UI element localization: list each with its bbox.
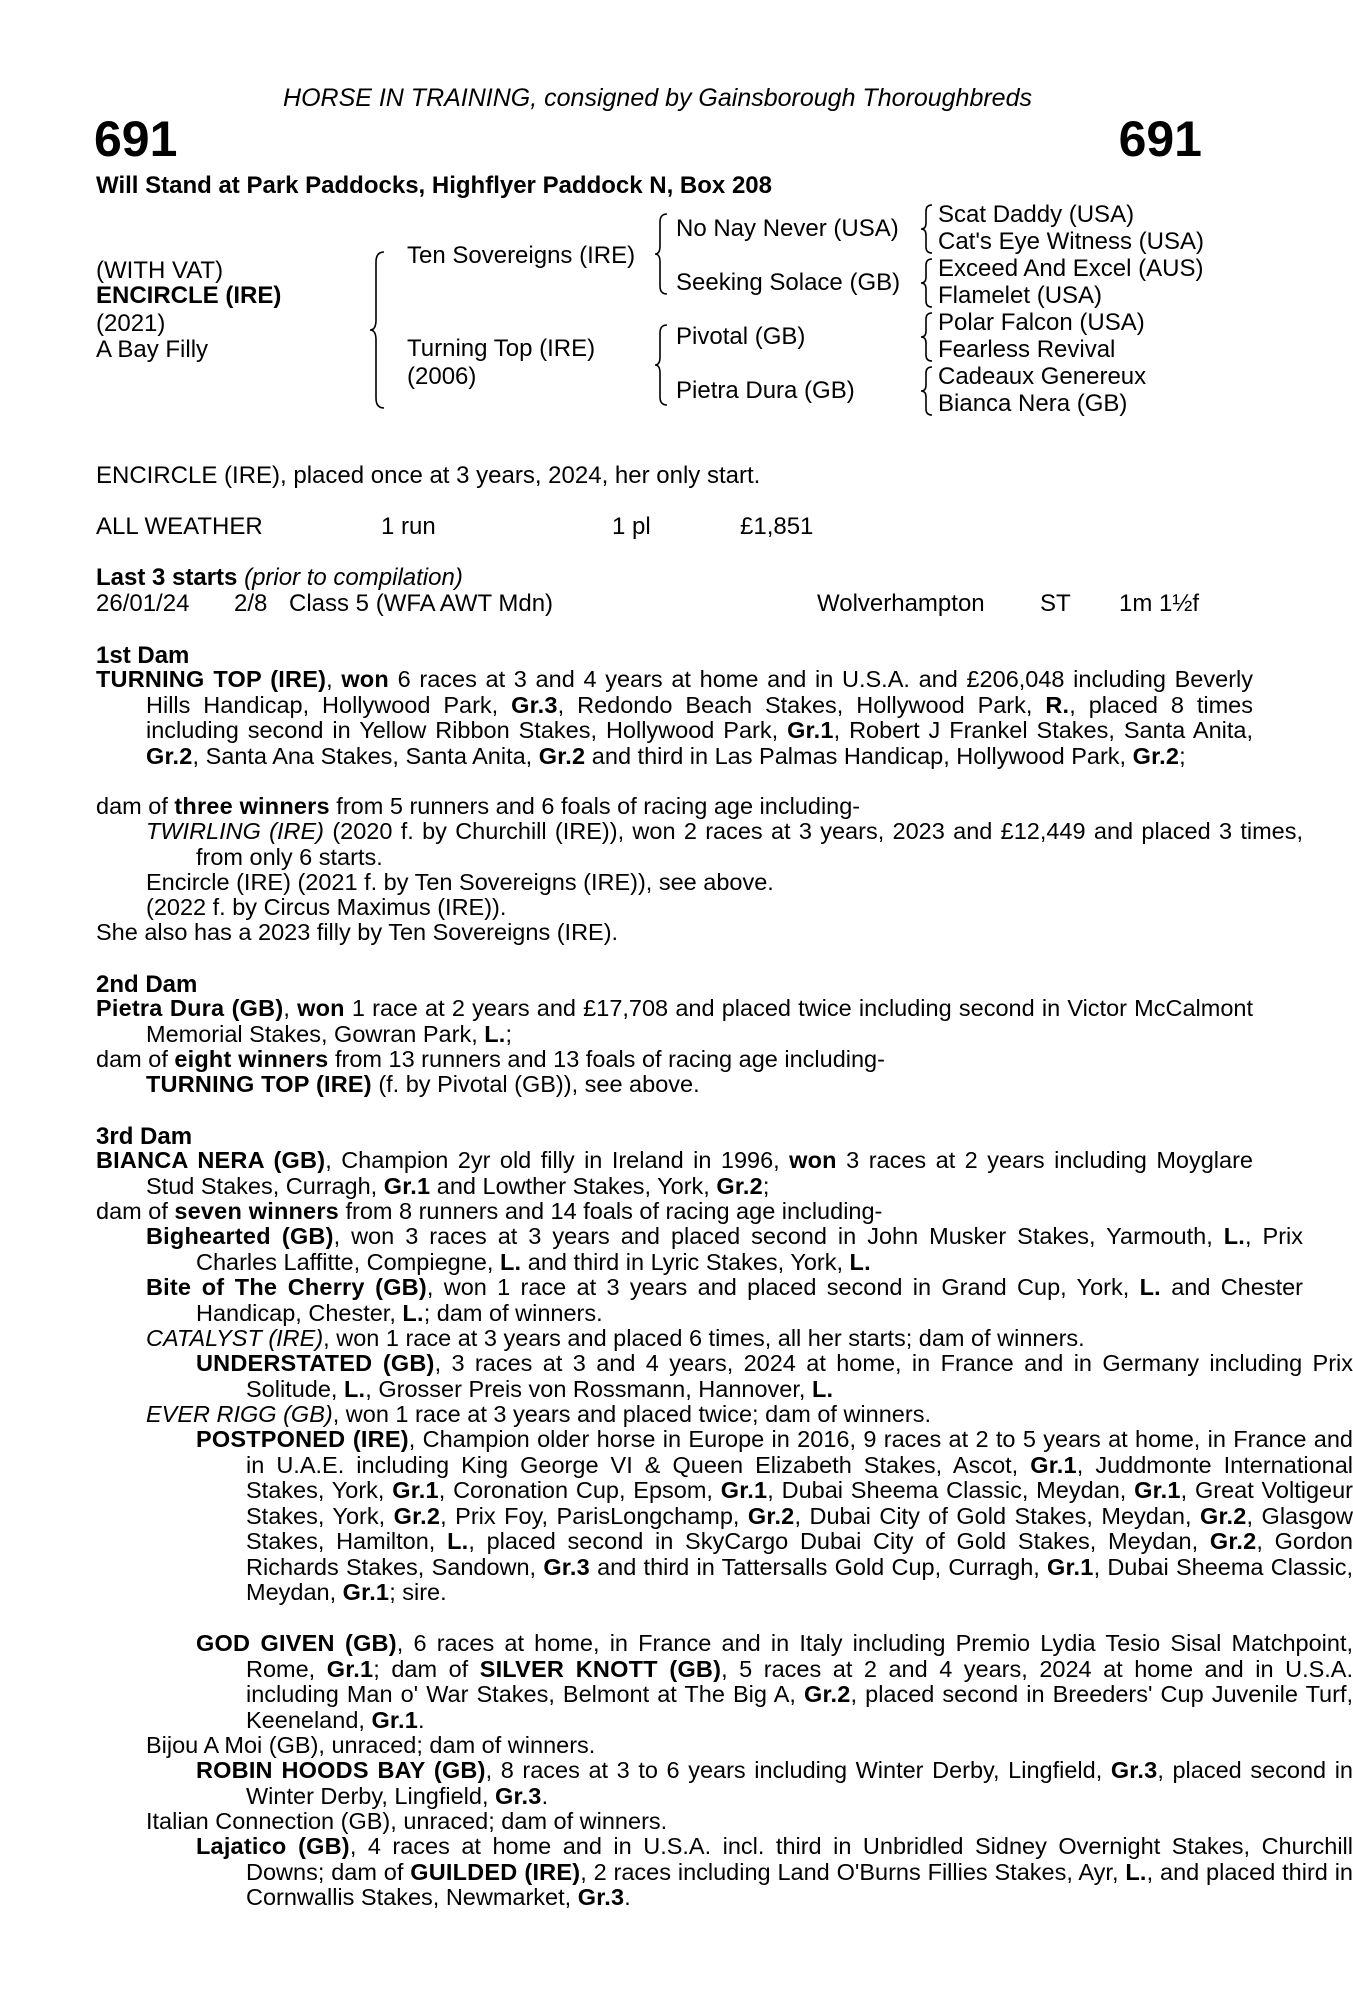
text: , and placed third in Cornwallis Stakes, Newmarket, (246, 1858, 1353, 1910)
grade-label: Gr.3 (577, 1884, 625, 1910)
produce-encircle: Encircle (IRE) (2021 f. by Ten Sovereigns (IRE)), see above. (146, 869, 774, 895)
grade-label: Gr.1 (1030, 1451, 1077, 1478)
text: , Prix Charles Laffitte, Compiegne, (196, 1223, 1303, 1275)
produce-postponed (96, 1427, 1353, 1606)
grade-label: Gr.1 (342, 1579, 390, 1605)
text: , Great Voltigeur Stakes, York, (246, 1477, 1353, 1529)
pedigree-brace-dam (655, 323, 669, 407)
gen3-8: Bianca Nera (GB) (938, 390, 1128, 417)
dam3-name: BIANCA NERA (GB) (96, 1147, 326, 1173)
record-surface: ALL WEATHER (96, 513, 263, 540)
grade-label: Gr.3 (495, 1782, 542, 1809)
text: from 8 runners and 14 foals of racing age including- (338, 1198, 883, 1224)
produce-2022: (2022 f. by Circus Maximus (IRE)). (146, 894, 507, 920)
text: dam of (96, 1198, 175, 1224)
start-distance: 1m 1½f (1119, 590, 1200, 617)
text: , Dubai Sheema Classic, Meydan, (246, 1553, 1353, 1605)
gen3-1: Scat Daddy (USA) (938, 201, 1135, 228)
text: dam of (96, 793, 175, 819)
lot-number-right: 691 (1118, 111, 1202, 167)
race-summary: ENCIRCLE (IRE), placed once at 3 years, 2024, her only start. (96, 462, 761, 489)
horse-name: GUILDED (IRE) (410, 1858, 581, 1885)
text: ; dam of winners. (423, 1299, 603, 1326)
horse-description: A Bay Filly (96, 336, 209, 363)
stand-location: Will Stand at Park Paddocks, Highflyer Paddock N, Box 208 (96, 172, 772, 199)
sire-name: Ten Sovereigns (IRE) (407, 242, 636, 269)
grade-label: Gr.1 (720, 1477, 768, 1503)
vat-note: (WITH VAT) (96, 257, 224, 284)
sire-sire: No Nay Never (USA) (676, 215, 899, 242)
grade-label: Gr.2 (1209, 1528, 1257, 1554)
horse-name: Bite of The Cherry (GB) (146, 1274, 427, 1300)
text: , Dubai City of Gold Stakes, Meydan, (794, 1502, 1200, 1529)
dam1-name: TURNING TOP (IRE) (96, 666, 327, 692)
dam3-produce-intro (96, 1199, 1203, 1225)
grade-label: Gr.2 (538, 742, 586, 769)
produce-ever-rigg (96, 1402, 1253, 1428)
grade-label: Gr.2 (747, 1502, 795, 1529)
grade-label: Gr.3 (1110, 1757, 1158, 1783)
gen3-7: Cadeaux Genereux (938, 363, 1147, 390)
horse-name: Bighearted (GB) (146, 1223, 334, 1249)
horse-name: GOD GIVEN (GB) (196, 1630, 397, 1656)
grade-label: Gr.2 (146, 742, 193, 769)
grade-label: L. (1125, 1858, 1147, 1885)
last-starts-note: (prior to compilation) (244, 564, 463, 591)
text: 3 races at 2 years including Moyglare Stud Stakes, Curragh, (146, 1147, 1253, 1199)
horse-name: TWIRLING (IRE) (146, 818, 325, 844)
grade-label: L. (447, 1528, 469, 1554)
grade-label: L. (343, 1375, 366, 1402)
grade-label: L. (1223, 1223, 1246, 1249)
text: . (541, 1782, 549, 1809)
dam3-won: won (789, 1147, 837, 1173)
winners-count: seven winners (174, 1198, 339, 1224)
text: from 13 runners and 13 foals of racing age including- (328, 1046, 885, 1072)
produce-catalyst (96, 1326, 1253, 1352)
horse-name: CATALYST (IRE) (146, 1325, 324, 1351)
grade-label: Gr.1 (371, 1706, 418, 1733)
text: , 2 races including Land O'Burns Fillies Stakes, Ayr, (580, 1858, 1126, 1885)
text: and third in Lyric Stakes, York, (521, 1248, 850, 1275)
grade-label: L. (484, 1020, 506, 1047)
text: from 5 runners and 6 foals of racing age including- (329, 793, 861, 819)
grade-label: Gr.2 (804, 1681, 851, 1707)
text: , Grosser Preis von Rossmann, Hannover, (365, 1375, 812, 1402)
horse-year: (2021) (96, 310, 166, 337)
start-position: 2/8 (234, 590, 268, 617)
text: , 4 races at home and in U.S.A. incl. third in Unbridled Sidney Overnight Stakes, Churchill Downs; dam of (246, 1833, 1353, 1885)
text: ; dam of (373, 1655, 480, 1682)
dam1-won: won (341, 666, 389, 692)
text: and Lowther Stakes, York, (430, 1172, 717, 1199)
grade-label: L. (1139, 1274, 1161, 1300)
grade-label: Gr.3 (511, 691, 558, 718)
horse-name: POSTPONED (IRE) (196, 1426, 409, 1452)
dam1-text: 6 races at 3 and 4 years at home and in U.S.A. and £206,048 including Beverly Hills Handicap, Hollywood Park, (146, 666, 1253, 718)
produce-bijou: Bijou A Moi (GB), unraced; dam of winners. (146, 1732, 596, 1758)
produce-italian-connection: Italian Connection (GB), unraced; dam of winners. (146, 1808, 668, 1834)
grade-label: Gr.1 (1134, 1477, 1181, 1503)
grade-label: Gr.1 (787, 717, 834, 743)
text: , 8 races at 3 to 6 years including Winter Derby, Lingfield, (485, 1757, 1111, 1783)
grade-label: Gr.1 (326, 1655, 374, 1682)
produce-bite-of-the-cherry (96, 1275, 1303, 1326)
last-starts-heading (96, 565, 463, 590)
dam1-text: , Redondo Beach Stakes, Hollywood Park, (557, 691, 1046, 718)
grade-label: Gr.2 (1200, 1502, 1247, 1529)
text: , won 1 race at 3 years and placed twice; dam of winners. (332, 1401, 931, 1427)
gen3-5: Polar Falcon (USA) (938, 309, 1145, 336)
pedigree-brace-g3 (922, 311, 934, 363)
grade-label: Gr.1 (383, 1172, 431, 1199)
dam-dam: Pietra Dura (GB) (676, 377, 855, 404)
text: . (417, 1706, 425, 1733)
text: (f. by Pivotal (GB)), see above. (371, 1071, 700, 1097)
record-runs: 1 run (381, 513, 436, 540)
text: , won 3 races at 3 years and placed second in John Musker Stakes, Yarmouth, (333, 1223, 1224, 1249)
text: and third in Tattersalls Gold Cup, Curragh, (589, 1553, 1048, 1580)
text: , 3 races at 3 and 4 years, 2024 at home, in France and in Germany including Prix Solitude, (246, 1350, 1353, 1402)
dam1-paragraph: TURNING TOP (IRE), won 6 races at 3 and 4 years at home and in U.S.A. and £206,048 including Beverly Hills Handicap, Hollywood Park, Gr.3, Redondo Beach Stakes, Hollywood Park, R., placed 8 times including second in Yellow Ribbon Stakes, Hollywood Park, Gr.1, Robert J Frankel Stakes, Santa Anita, Gr.2, Santa Ana Stakes, Santa Anita, Gr.2 and third in Las Palmas Handicap, Hollywood Park, Gr.2; (96, 666, 1253, 769)
horse-name: TURNING TOP (IRE) (146, 1071, 372, 1097)
text: . (624, 1884, 631, 1910)
text: , Gordon Richards Stakes, Sandown, (246, 1528, 1353, 1580)
dam1-text: , Santa Ana Stakes, Santa Anita, (192, 742, 539, 769)
horse-name: ROBIN HOODS BAY (GB) (196, 1757, 486, 1783)
produce-robin-hoods-bay (96, 1758, 1353, 1809)
text: , won 1 race at 3 years and placed 6 times, all her starts; dam of winners. (323, 1325, 1085, 1351)
horse-name: Lajatico (GB) (196, 1833, 350, 1859)
dam2-name: Pietra Dura (GB) (96, 995, 284, 1021)
text: , Prix Foy, ParisLongchamp, (440, 1502, 748, 1529)
pedigree-brace-main (372, 250, 386, 410)
horse-name: EVER RIGG (GB) (146, 1401, 333, 1427)
last-starts-title: Last 3 starts (96, 564, 238, 591)
pedigree-brace-g2 (922, 257, 934, 309)
text: , 6 races at home, in France and in Italy including Premio Lydia Tesio Sisal Matchpoint, Rome, (246, 1630, 1353, 1682)
dam1-heading: 1st Dam (96, 642, 190, 669)
grade-label: Gr.2 (716, 1172, 763, 1199)
text: , Champion 2yr old filly in Ireland in 1996, (325, 1147, 790, 1173)
dam1-text: , placed 8 times including second in Yellow Ribbon Stakes, Hollywood Park, (146, 691, 1253, 743)
grade-label: R. (1045, 691, 1070, 718)
text: (2020 f. by Churchill (IRE)), won 2 races at 3 years, 2023 and £12,449 and placed 3 times, from only 6 starts. (196, 818, 1303, 870)
grade-label: Gr.1 (1047, 1553, 1094, 1580)
start-race: Class 5 (WFA AWT Mdn) (289, 590, 554, 617)
dam1-text: , Robert J Frankel Stakes, Santa Anita, (833, 717, 1253, 743)
text: , placed second in Breeders' Cup Juvenile Turf, Keeneland, (246, 1681, 1353, 1733)
produce-twirling (96, 819, 1303, 870)
text: , Coronation Cup, Epsom, (438, 1477, 721, 1503)
text: dam of (96, 1046, 175, 1072)
dam1-also: She also has a 2023 filly by Ten Sovereigns (IRE). (96, 919, 619, 945)
dam3-paragraph (96, 1148, 1253, 1199)
pedigree-brace-g1 (922, 203, 934, 255)
horse-name: SILVER KNOTT (GB) (479, 1655, 722, 1682)
produce-bighearted (96, 1224, 1303, 1275)
produce-turning-top (96, 1072, 1253, 1098)
winners-count: three winners (174, 793, 330, 819)
text: , placed second in Winter Derby, Lingfield, (246, 1757, 1353, 1809)
dam2-paragraph: Pietra Dura (GB), won 1 race at 2 years and £17,708 and placed twice including second in Victor McCalmont Memorial Stakes, Gowran Park, L.; (96, 995, 1254, 1047)
pedigree-brace-g4 (922, 365, 934, 417)
grade-label: Gr.2 (393, 1502, 441, 1529)
dam-year: (2006) (407, 363, 477, 390)
text: , Glasgow Stakes, Hamilton, (246, 1502, 1353, 1554)
text: ; sire. (389, 1579, 447, 1605)
text: and Chester Handicap, Chester, (196, 1274, 1303, 1326)
grade-label: Gr.1 (392, 1477, 439, 1503)
text: , won 1 race at 3 years and placed second in Grand Cup, York, (426, 1274, 1140, 1300)
pedigree-brace-sire (655, 212, 669, 296)
text: ; (505, 1020, 513, 1047)
dam2-heading: 2nd Dam (96, 971, 198, 998)
start-date: 26/01/24 (96, 590, 190, 617)
horse-name: ENCIRCLE (IRE) (96, 282, 282, 309)
gen3-2: Cat's Eye Witness (USA) (938, 228, 1204, 255)
produce-lajatico (96, 1834, 1353, 1911)
grade-label: L. (499, 1248, 522, 1275)
dam1-text: ; (1179, 742, 1186, 769)
start-going: ST (1040, 590, 1071, 617)
grade-label: Gr.2 (1132, 742, 1180, 769)
dam2-produce-intro (96, 1047, 1203, 1073)
dam-sire: Pivotal (GB) (676, 323, 806, 350)
dam2-won: won (297, 995, 345, 1021)
text: , 5 races at 2 and 4 years, 2024 at home and in U.S.A. including Man o' War Stakes, Belmont at The Big A, (246, 1655, 1353, 1707)
text: , Champion older horse in Europe in 2016, 9 races at 2 to 5 years at home, in France and in U.A.E. including King George VI & Queen Elizabeth Stakes, Ascot, (246, 1426, 1353, 1478)
produce-god-given (96, 1631, 1353, 1733)
text: 1 race at 2 years and £17,708 and placed twice including second in Victor McCalmont Memorial Stakes, Gowran Park, (146, 995, 1254, 1047)
produce-understated (96, 1351, 1353, 1402)
dam-name: Turning Top (IRE) (407, 335, 596, 362)
record-places: 1 pl (612, 513, 651, 540)
grade-label: L. (402, 1299, 424, 1326)
text: ; (762, 1172, 770, 1199)
lot-number-left: 691 (94, 111, 178, 167)
grade-label: L. (811, 1375, 834, 1402)
start-course: Wolverhampton (817, 590, 985, 617)
gen3-4: Flamelet (USA) (938, 282, 1103, 309)
text: , Juddmonte International Stakes, York, (246, 1451, 1353, 1503)
horse-name: UNDERSTATED (GB) (196, 1350, 435, 1376)
gen3-6: Fearless Revival (938, 336, 1116, 363)
dam3-heading: 3rd Dam (96, 1123, 193, 1150)
grade-label: L. (849, 1248, 871, 1275)
sire-dam: Seeking Solace (GB) (676, 269, 901, 296)
consignment-line: HORSE IN TRAINING, consigned by Gainsborough Thoroughbreds (283, 84, 1032, 112)
record-earnings: £1,851 (740, 513, 814, 540)
text: , Dubai Sheema Classic, Meydan, (767, 1477, 1135, 1503)
dam1-text: and third in Las Palmas Handicap, Hollywood Park, (585, 742, 1133, 769)
dam1-produce-intro (96, 794, 1203, 820)
grade-label: Gr.3 (543, 1553, 590, 1580)
text: , placed second in SkyCargo Dubai City of Gold Stakes, Meydan, (468, 1528, 1210, 1554)
gen3-3: Exceed And Excel (AUS) (938, 255, 1204, 282)
winners-count: eight winners (174, 1046, 329, 1072)
